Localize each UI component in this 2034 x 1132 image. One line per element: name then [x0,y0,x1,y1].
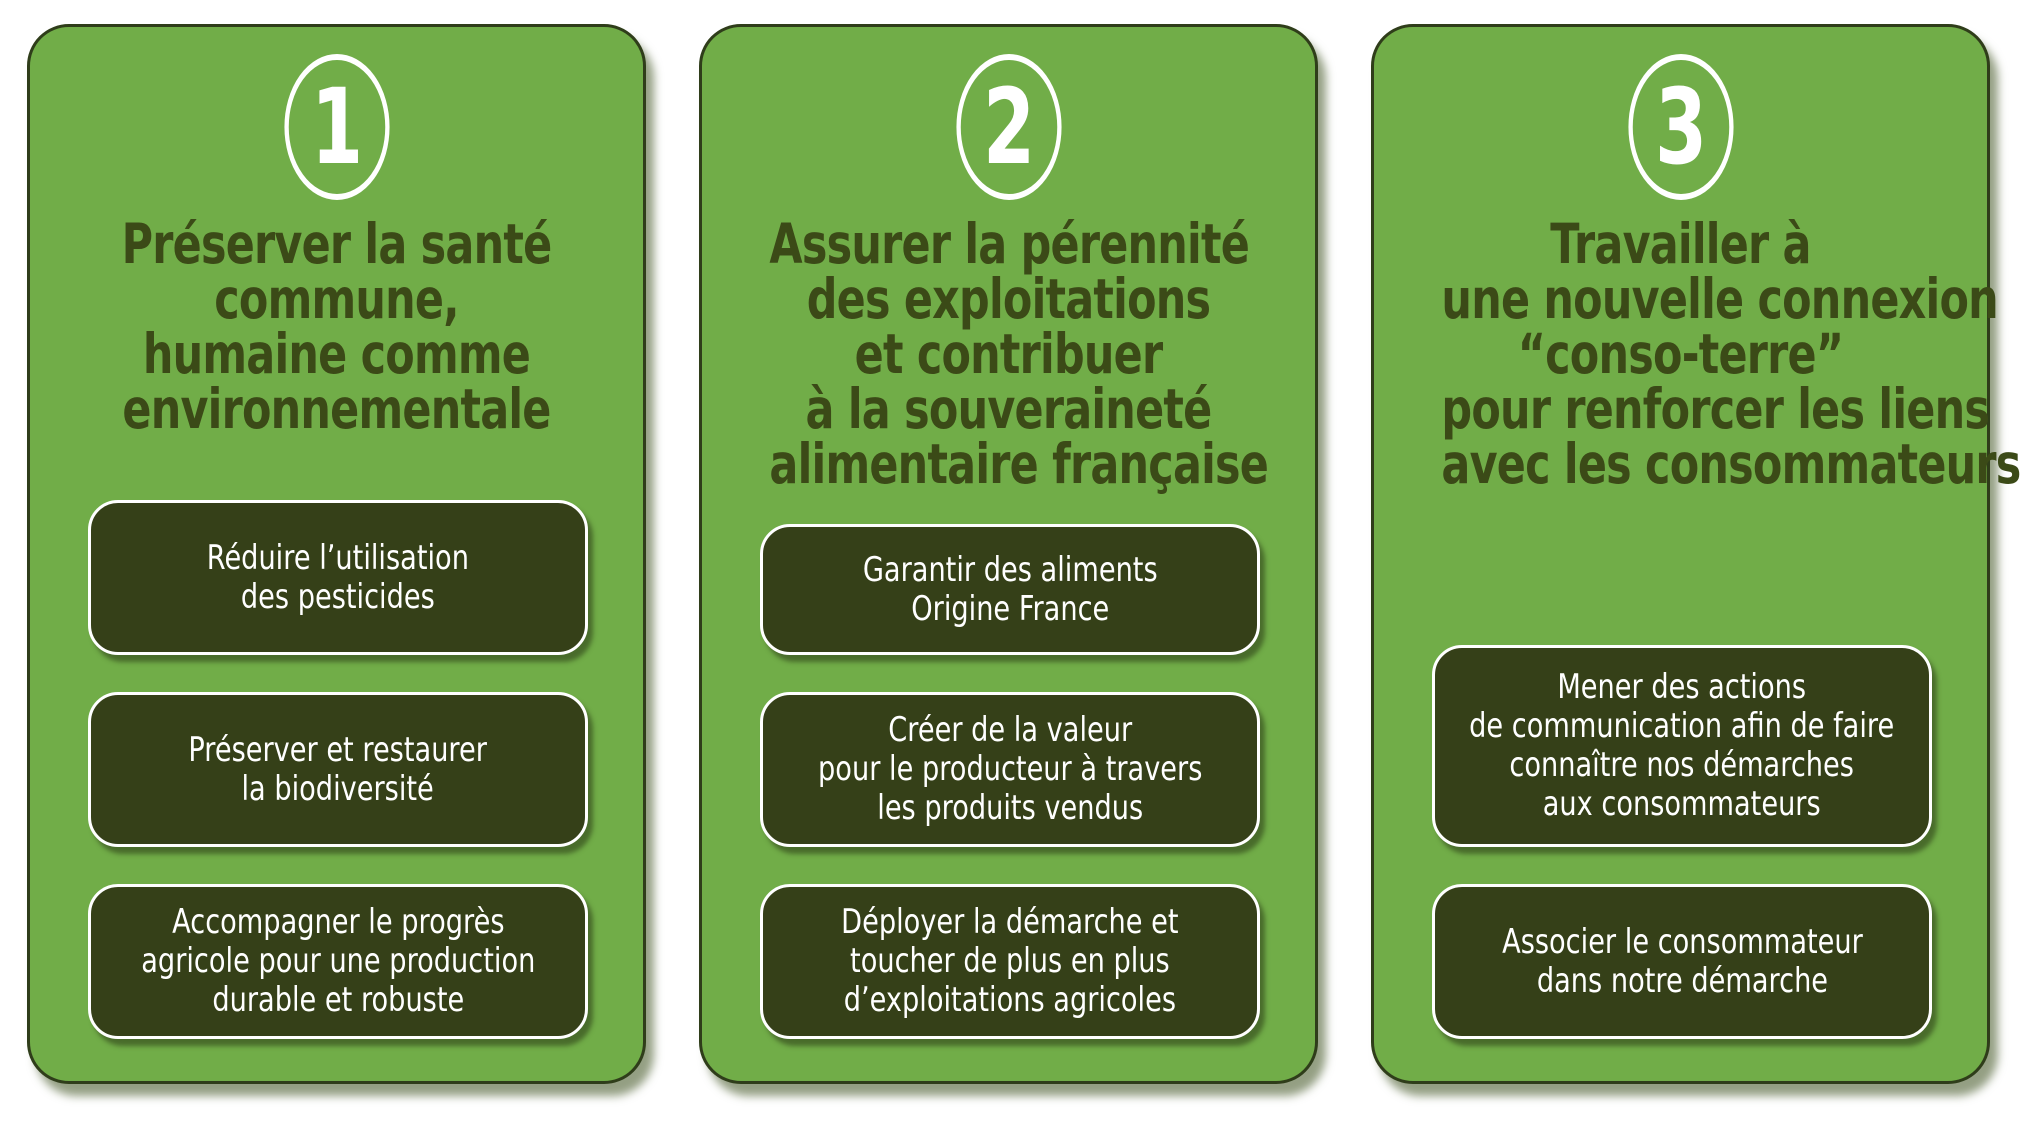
action-line: Garantir des aliments [862,549,1158,590]
action-line: Réduire l’utilisation [206,537,470,578]
action-text [189,731,488,809]
action-box-deploy-approach [760,884,1260,1039]
pillar-title-line: environnementale [122,377,551,441]
action-line: la biodiversité [241,768,435,809]
action-text [207,539,469,617]
action-line: Préserver et restaurer [188,729,488,770]
pillar-card-3 [1371,24,2021,1084]
action-box-biodiversity [88,692,588,847]
action-text [1502,923,1863,1001]
action-line: aux consommateurs [1543,784,1821,824]
action-line: Mener des actions [1557,667,1807,707]
pillar-title-line: des exploitations [806,267,1211,331]
action-line: Déployer la démarche et [841,902,1179,942]
pillar-title-3 [1441,212,2021,496]
action-box-origin-france [760,524,1260,655]
pillar-title-line: commune, [214,267,459,331]
action-line: pour le producteur à travers [817,749,1203,789]
pillar-title-line: à la souveraineté [805,377,1212,441]
pillar-title-line: humaine comme [142,322,531,386]
pillar-title-line: avec les consommateurs [1441,432,2021,496]
action-line: de communication afin de faire [1469,706,1895,746]
pillar-title-line: pour renforcer les liens [1441,377,1990,441]
action-line: d’exploitations agricoles [843,980,1177,1020]
number-badge-3: 3 [1628,54,1733,200]
action-line: dans notre démarche [1536,960,1828,1001]
pillar-title-line: “conso-terre” [1517,322,1844,386]
action-line: agricole pour une production [140,941,536,981]
pillar-title-line: Travailler à [1550,212,1811,276]
action-box-producer-value [760,692,1260,847]
pillar-title-1 [97,212,575,441]
pillar-title-line: et contribuer [854,322,1163,386]
pillar-title-line: Assurer la pérennité [769,212,1250,276]
action-line: durable et robuste [212,980,464,1020]
action-line: Créer de la valeur [888,710,1132,750]
pillar-title-2 [769,212,1269,496]
action-text [841,903,1178,1020]
pillar-card-1 [27,24,646,1084]
action-text [818,711,1202,828]
number-badge-2: 2 [956,54,1061,200]
pillar-title-line: alimentaire française [769,432,1269,496]
action-line: Associer le consommateur [1501,921,1863,962]
action-text [141,903,535,1020]
action-line: des pesticides [241,576,435,617]
action-text [863,551,1158,629]
number-badge-1: 1 [284,54,389,200]
pillar-card-2 [699,24,1318,1084]
action-line: les produits vendus [877,788,1143,828]
action-box-reduce-pesticides [88,500,588,655]
action-text [1469,668,1894,824]
pillar-title-line: Préserver la santé [121,212,552,276]
action-line: Origine France [910,588,1110,629]
action-line: connaître nos démarches [1509,745,1855,785]
action-line: Accompagner le progrès [171,902,505,942]
action-box-involve-consumer [1432,884,1932,1039]
action-box-communication [1432,645,1932,847]
action-line: toucher de plus en plus [850,941,1170,981]
action-box-agricultural-progress [88,884,588,1039]
pillar-title-line: une nouvelle connexion [1441,267,1998,331]
